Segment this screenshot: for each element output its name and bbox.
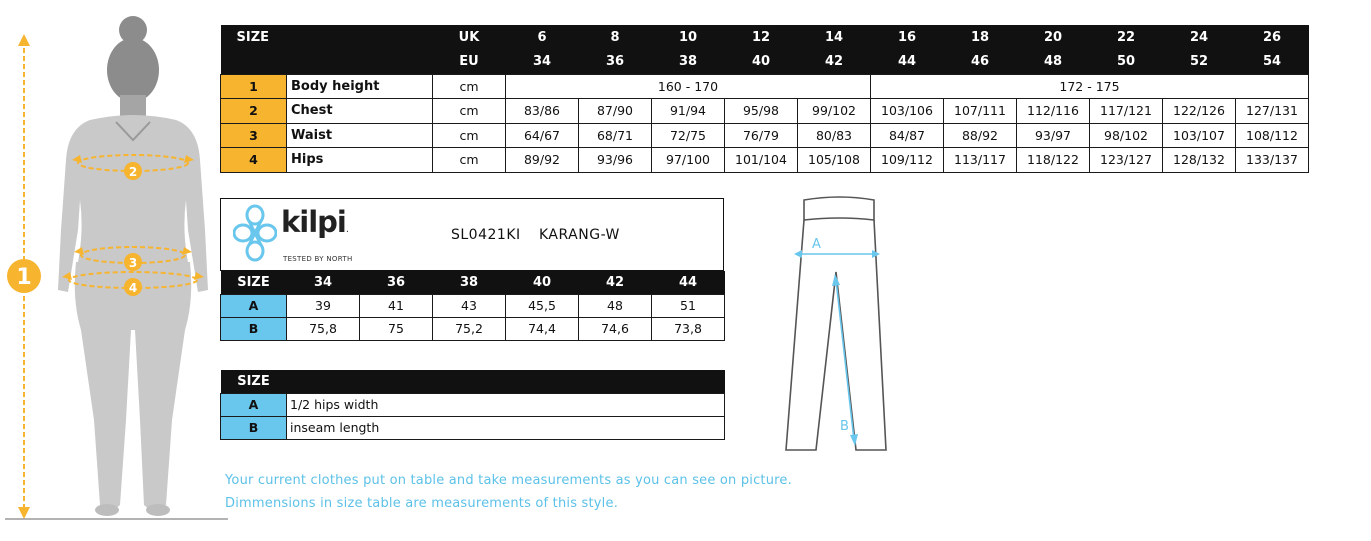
body-height-row (221, 74, 1309, 99)
row-label: Waist (287, 123, 433, 148)
eu-size: 46 (944, 50, 1017, 75)
registered-mark: . (345, 224, 350, 235)
value-cell: 88/92 (944, 123, 1017, 148)
eu-size: 50 (1090, 50, 1163, 75)
unit-cell: cm (433, 99, 506, 124)
size-col: 42 (579, 271, 652, 294)
height-arrow-bottom (18, 507, 30, 519)
size-col: 38 (433, 271, 506, 294)
value-cell: 107/111 (944, 99, 1017, 124)
uk-size: 6 (506, 25, 579, 50)
row-number: 4 (221, 148, 287, 173)
eu-size: 42 (798, 50, 871, 75)
product-header-box (220, 198, 724, 271)
body-figure (0, 0, 230, 541)
value-cell: 74,6 (579, 317, 652, 340)
value-cell: 87/90 (579, 99, 652, 124)
value-cell: 75,8 (287, 317, 360, 340)
brand-wordmark: kilpi (281, 205, 346, 239)
value-cell: 39 (287, 294, 360, 317)
row-label: Body height (287, 74, 433, 99)
kilpi-knot-logo-icon (233, 203, 277, 263)
eu-size: 52 (1163, 50, 1236, 75)
size-col: 34 (287, 271, 360, 294)
uk-size: 16 (871, 25, 944, 50)
value-cell: 84/87 (871, 123, 944, 148)
uk-label: UK (433, 25, 506, 50)
value-cell: 76/79 (725, 123, 798, 148)
style-row-b (221, 317, 725, 340)
row-label: A (221, 294, 287, 317)
uk-size: 22 (1090, 25, 1163, 50)
row-number: 1 (221, 74, 287, 99)
svg-text:4: 4 (128, 281, 138, 295)
row-label: Chest (287, 99, 433, 124)
legend-description: 1/2 hips width (287, 393, 725, 416)
value-cell: 91/94 (652, 99, 725, 124)
value-cell: 105/108 (798, 148, 871, 173)
value-cell: 80/83 (798, 123, 871, 148)
value-cell: 128/132 (1163, 148, 1236, 173)
size-col: 40 (506, 271, 579, 294)
row-label: B (221, 317, 287, 340)
value-cell: 98/102 (1090, 123, 1163, 148)
eu-size: 44 (871, 50, 944, 75)
uk-size: 26 (1236, 25, 1309, 50)
value-cell: 103/107 (1163, 123, 1236, 148)
value-cell: 93/97 (1017, 123, 1090, 148)
eu-size: 36 (579, 50, 652, 75)
value-cell: 51 (652, 294, 725, 317)
value-cell: 75 (360, 317, 433, 340)
marker-4 (124, 278, 142, 296)
uk-size: 12 (725, 25, 798, 50)
legend-description: inseam length (287, 416, 725, 439)
size-header-label: SIZE (221, 271, 287, 294)
value-cell: 127/131 (1236, 99, 1309, 124)
unit-cell: cm (433, 148, 506, 173)
hips-row (221, 148, 1309, 173)
height-range: 160 - 170 (506, 74, 871, 99)
value-cell: 108/112 (1236, 123, 1309, 148)
value-cell: 122/126 (1163, 99, 1236, 124)
pants-diagram (770, 190, 910, 460)
row-label: A (221, 393, 287, 416)
measure-a-arrow (794, 250, 880, 258)
measurement-legend-table (220, 370, 725, 440)
size-header-label: SIZE (221, 25, 287, 50)
row-label: B (221, 416, 287, 439)
svg-text:2: 2 (128, 165, 138, 179)
value-cell: 93/96 (579, 148, 652, 173)
value-cell: 41 (360, 294, 433, 317)
row-number: 3 (221, 123, 287, 148)
legend-row-b (221, 416, 725, 439)
waist-row (221, 123, 1309, 148)
value-cell: 89/92 (506, 148, 579, 173)
size-header-label: SIZE (221, 370, 287, 393)
legend-header-row (221, 370, 725, 393)
style-measurement-table (220, 271, 725, 341)
value-cell: 113/117 (944, 148, 1017, 173)
product-code: SL0421KI (451, 227, 521, 243)
unit-cell: cm (433, 123, 506, 148)
chest-row (221, 99, 1309, 124)
pants-outline (786, 197, 886, 450)
eu-size: 54 (1236, 50, 1309, 75)
value-cell: 74,4 (506, 317, 579, 340)
eu-size-row (221, 50, 1309, 75)
eu-size: 38 (652, 50, 725, 75)
style-size-header-row (221, 271, 725, 294)
brand-tagline: TESTED BY NORTH (283, 255, 353, 263)
value-cell: 75,2 (433, 317, 506, 340)
value-cell: 117/121 (1090, 99, 1163, 124)
eu-size: 48 (1017, 50, 1090, 75)
value-cell: 95/98 (725, 99, 798, 124)
height-range: 172 - 175 (871, 74, 1309, 99)
uk-size: 24 (1163, 25, 1236, 50)
value-cell: 64/67 (506, 123, 579, 148)
uk-size: 20 (1017, 25, 1090, 50)
unit-cell: cm (433, 74, 506, 99)
row-number: 2 (221, 99, 287, 124)
legend-row-a (221, 393, 725, 416)
uk-size-row (221, 25, 1309, 50)
label-a: A (812, 237, 821, 252)
eu-label: EU (433, 50, 506, 75)
value-cell: 112/116 (1017, 99, 1090, 124)
value-cell: 99/102 (798, 99, 871, 124)
label-b: B (840, 419, 849, 434)
value-cell: 133/137 (1236, 148, 1309, 173)
value-cell: 103/106 (871, 99, 944, 124)
marker-1 (7, 259, 41, 293)
value-cell: 97/100 (652, 148, 725, 173)
value-cell: 83/86 (506, 99, 579, 124)
uk-size: 8 (579, 25, 652, 50)
eu-size: 34 (506, 50, 579, 75)
value-cell: 123/127 (1090, 148, 1163, 173)
svg-text:3: 3 (128, 256, 138, 270)
size-col: 44 (652, 271, 725, 294)
value-cell: 101/104 (725, 148, 798, 173)
size-col: 36 (360, 271, 433, 294)
value-cell: 72/75 (652, 123, 725, 148)
marker-3 (124, 253, 142, 271)
value-cell: 45,5 (506, 294, 579, 317)
height-arrow-top (18, 34, 30, 46)
value-cell: 109/112 (871, 148, 944, 173)
value-cell: 73,8 (652, 317, 725, 340)
style-note: Dimmensions in size table are measurements of this style. (225, 496, 619, 511)
value-cell: 43 (433, 294, 506, 317)
svg-text:1: 1 (16, 265, 32, 290)
uk-size: 10 (652, 25, 725, 50)
eu-size: 40 (725, 50, 798, 75)
product-name: KARANG-W (539, 227, 620, 243)
uk-size: 14 (798, 25, 871, 50)
size-conversion-table (220, 25, 1309, 173)
row-label: Hips (287, 148, 433, 173)
value-cell: 48 (579, 294, 652, 317)
value-cell: 68/71 (579, 123, 652, 148)
marker-2 (124, 162, 142, 180)
instruction-note: Your current clothes put on table and take measurements as you can see on picture. (225, 473, 792, 488)
value-cell: 118/122 (1017, 148, 1090, 173)
uk-size: 18 (944, 25, 1017, 50)
style-row-a (221, 294, 725, 317)
